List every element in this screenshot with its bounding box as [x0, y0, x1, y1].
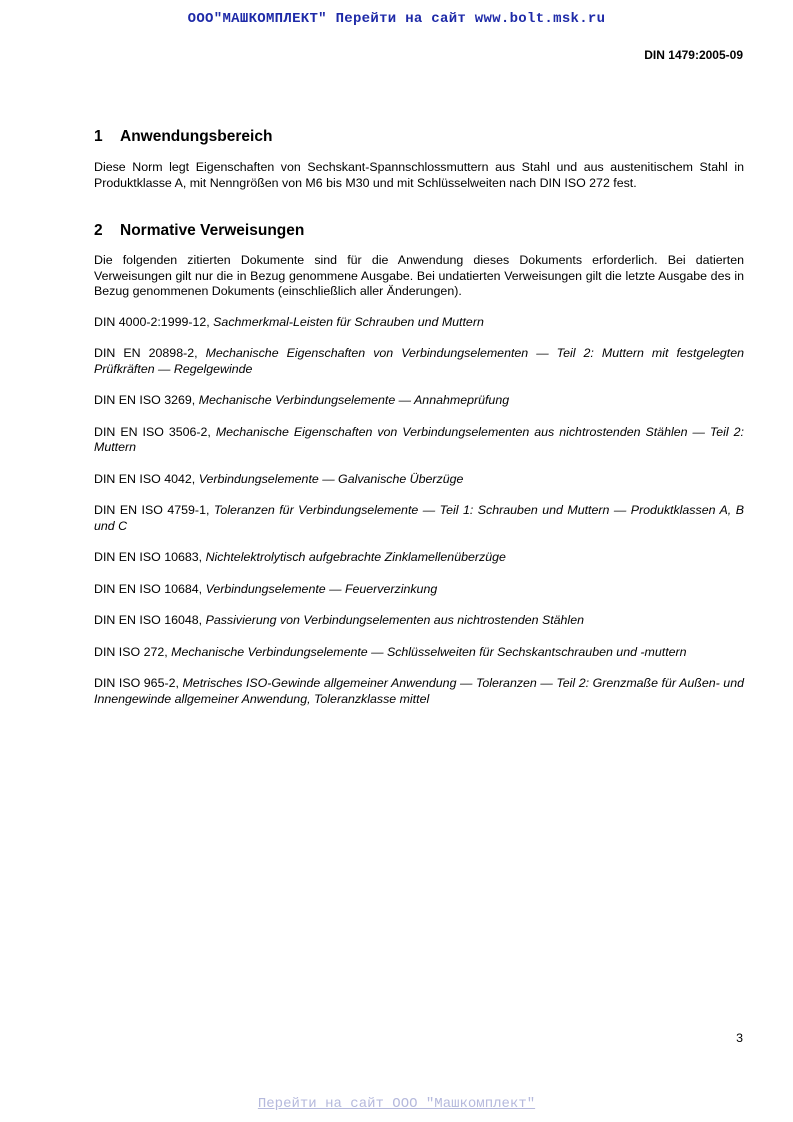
- reference-id: DIN EN ISO 4759-1,: [94, 503, 214, 517]
- reference-item: [94, 645, 744, 661]
- page-number: 3: [736, 1031, 743, 1045]
- reference-item: [94, 346, 744, 377]
- reference-item: [94, 503, 744, 534]
- scope-paragraph: Diese Norm legt Eigenschaften von Sechskant-Spannschlossmuttern aus Stahl und aus austenitischem Stahl in Produktklasse A, mit Nenngrößen von M6 bis M30 und mit Schlüsselweiten nach DIN ISO 272 fest.: [94, 160, 744, 190]
- reference-title: Mechanische Verbindungselemente — Schlüsselweiten für Sechskantschrauben und -muttern: [171, 644, 687, 659]
- reference-id: DIN EN ISO 10684,: [94, 581, 206, 596]
- reference-item: [94, 393, 744, 409]
- reference-title: Verbindungselemente — Feuerverzinkung: [205, 581, 438, 596]
- reference-id: DIN EN 20898-2,: [94, 346, 206, 360]
- reference-title: Toleranzen für Verbindungselemente — Teil 1: Schrauben und Muttern — Produktklassen A, B und C: [94, 503, 744, 533]
- reference-id: DIN ISO 965-2,: [94, 676, 183, 690]
- banner-text[interactable]: ООО"МАШКОМПЛЕКТ" Перейти на сайт www.bolt.msk.ru: [187, 11, 606, 27]
- reference-item: [94, 582, 744, 598]
- reference-title: Nichtelektrolytisch aufgebrachte Zinklamellenüberzüge: [205, 550, 506, 564]
- reference-item: [94, 472, 744, 488]
- section-normative-references: [94, 221, 744, 707]
- references-intro-paragraph: Die folgenden zitierten Dokumente sind für die Anwendung dieses Dokuments erforderlich. Bei datierten Verweisungen gilt nur die in Bezug genommene Ausgabe. Bei undatierten Verweisungen gilt die letzte Ausgabe des in Bezug genommenen Dokuments (einschließlich aller Änderungen).: [94, 253, 744, 298]
- reference-item: [94, 315, 744, 331]
- top-banner-link[interactable]: [0, 11, 793, 27]
- reference-id: DIN EN ISO 3506-2,: [94, 424, 216, 439]
- section-scope: [94, 127, 744, 191]
- reference-id: DIN EN ISO 10683,: [94, 550, 206, 564]
- reference-id: DIN EN ISO 3269,: [94, 393, 199, 407]
- document-id: DIN 1479:2005-09: [644, 48, 743, 62]
- reference-title: Passivierung von Verbindungselementen aus nichtrostenden Stählen: [205, 613, 584, 627]
- reference-item: [94, 425, 744, 456]
- reference-id: DIN ISO 272,: [94, 644, 172, 659]
- section-number: 2: [94, 222, 103, 239]
- reference-id: DIN 4000-2:1999-12,: [94, 314, 214, 329]
- section-title: Normative Verweisungen: [120, 222, 305, 239]
- section-number: 1: [94, 128, 103, 145]
- reference-item: [94, 613, 744, 629]
- reference-id: DIN EN ISO 16048,: [94, 613, 206, 627]
- section-title: Anwendungsbereich: [120, 128, 273, 145]
- reference-title: Verbindungselemente — Galvanische Überzüge: [198, 471, 464, 486]
- footer-link-text[interactable]: Перейти на сайт ООО "Машкомплект": [257, 1096, 536, 1112]
- reference-title: Mechanische Eigenschaften von Verbindungselementen — Teil 2: Muttern mit festgelegten Prüfkräften — Regelgewinde: [94, 346, 744, 376]
- reference-id: DIN EN ISO 4042,: [94, 471, 199, 486]
- reference-title: Metrisches ISO-Gewinde allgemeiner Anwendung — Toleranzen — Teil 2: Grenzmaße für Außen- und Innengewinde allgemeiner Anwendung, Toleranzklasse mittel: [94, 676, 744, 706]
- document-body: [94, 127, 744, 723]
- section-heading-references: [94, 221, 744, 240]
- footer-link[interactable]: [0, 1096, 793, 1112]
- reference-item: [94, 550, 744, 566]
- reference-title: Mechanische Verbindungselemente — Annahmeprüfung: [198, 393, 510, 407]
- section-heading-scope: [94, 127, 744, 146]
- reference-title: Sachmerkmal-Leisten für Schrauben und Muttern: [213, 314, 484, 329]
- reference-title: Mechanische Eigenschaften von Verbindungselementen aus nichtrostenden Stählen — Teil 2: Muttern: [94, 424, 744, 454]
- reference-item: [94, 676, 744, 707]
